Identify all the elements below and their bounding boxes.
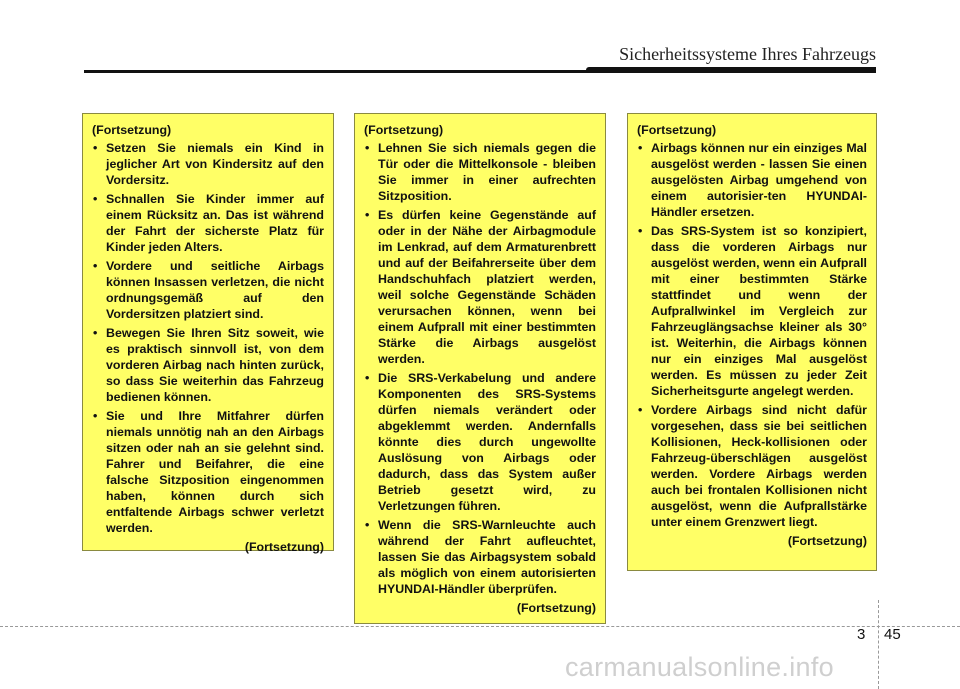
footer-divider (878, 600, 879, 689)
page-number: 45 (884, 626, 901, 643)
list-item: • Vordere Airbags sind nicht dafür vorgesehen, dass sie bei seitlichen Kollisionen, Heck-kollisionen oder Fahrzeug-überschlägen ausgelöst werden. Vordere Airbags werden auch bei frontalen Kollisionen nicht ausgelöst, wenn die Aufprallstärke unter einem Grenzwert liegt. (637, 402, 867, 530)
continued-to-label: (Fortsetzung) (787, 534, 867, 548)
warning-list-3 (637, 140, 867, 530)
warning-box-3 (627, 113, 877, 571)
continued-from-label: (Fortsetzung) (637, 123, 717, 137)
footer-rule (0, 626, 960, 627)
list-item: • Sie und Ihre Mitfahrer dürfen niemals unnötig nah an den Airbags sitzen oder nah an sie gelehnt sind. Fahrer und Beifahrer, die eine falsche Sitzposition eingenommen haben, können durch sich entfaltende Airbags schwer verletzt werden. (92, 408, 324, 536)
list-item: • Setzen Sie niemals ein Kind in jeglicher Art von Kindersitz auf den Vordersitz. (92, 140, 324, 188)
continued-from-label: (Fortsetzung) (364, 123, 444, 137)
warning-list-1 (92, 140, 324, 536)
list-item: • Lehnen Sie sich niemals gegen die Tür oder die Mittelkonsole - bleiben Sie immer in einer aufrechten Sitzposition. (364, 140, 596, 204)
watermark: carmanualsonline.info (565, 652, 834, 682)
header-rule (84, 70, 876, 73)
list-item: • Das SRS-System ist so konzipiert, dass die vorderen Airbags nur ausgelöst werden, wenn ein Aufprall mit einer bestimmten Stärke stattfindet und wenn der Aufprallwinkel im Vergleich zur Fahrzeuglängsachse kleiner als 30° ist. Weiterhin, die Airbags können nur ein einziges Mal ausgelöst werden. Es müssen zu jeder Zeit Sicherheitsgurte angelegt werden. (637, 223, 867, 399)
list-item: • Bewegen Sie Ihren Sitz soweit, wie es praktisch sinnvoll ist, von dem vorderen Airbag nach hinten zurück, so dass Sie weiterhin das Fahrzeug bedienen können. (92, 325, 324, 405)
list-item: • Die SRS-Verkabelung und andere Komponenten des SRS-Systems dürfen niemals verändert oder abgeklemmt werden. Andernfalls könnte dies durch ungewollte Auslösung von Airbags oder dadurch, dass das System außer Betrieb gesetzt wird, zu Verletzungen führen. (364, 370, 596, 514)
chapter-number: 3 (857, 626, 866, 643)
list-item: • Wenn die SRS-Warnleuchte auch während der Fahrt aufleuchtet, lassen Sie das Airbagsystem sobald als möglich von einem autorisierten HYUNDAI-Händler überprüfen. (364, 517, 596, 597)
continued-to-label: (Fortsetzung) (244, 540, 324, 554)
page-header-title: Sicherheitssysteme Ihres Fahrzeugs (619, 44, 876, 64)
list-item: • Schnallen Sie Kinder immer auf einem Rücksitz an. Das ist während der Fahrt der sicherste Platz für Kinder jeden Alters. (92, 191, 324, 255)
warning-box-1 (82, 113, 334, 554)
list-item: • Es dürfen keine Gegenstände auf oder in der Nähe der Airbagmodule im Lenkrad, auf dem Armaturenbrett und auf der Beifahrerseite über dem Handschuhfach platziert werden, weil solche Gegenstände Schäden verursachen können, wenn bei einem Aufprall mit einer bestimmten Stärke die Airbags ausgelöst werden. (364, 207, 596, 367)
warning-box-2 (354, 113, 606, 624)
warning-list-2 (364, 140, 596, 597)
continued-to-label: (Fortsetzung) (516, 601, 596, 615)
list-item: • Vordere und seitliche Airbags können Insassen verletzen, die nicht ordnungsgemäß auf den Vordersitzen platziert sind. (92, 258, 324, 322)
list-item: • Airbags können nur ein einziges Mal ausgelöst werden - lassen Sie einen ausgelösten Airbag umgehend von einem autorisier-ten HYUNDAI-Händler ersetzen. (637, 140, 867, 220)
continued-from-label: (Fortsetzung) (92, 123, 172, 137)
